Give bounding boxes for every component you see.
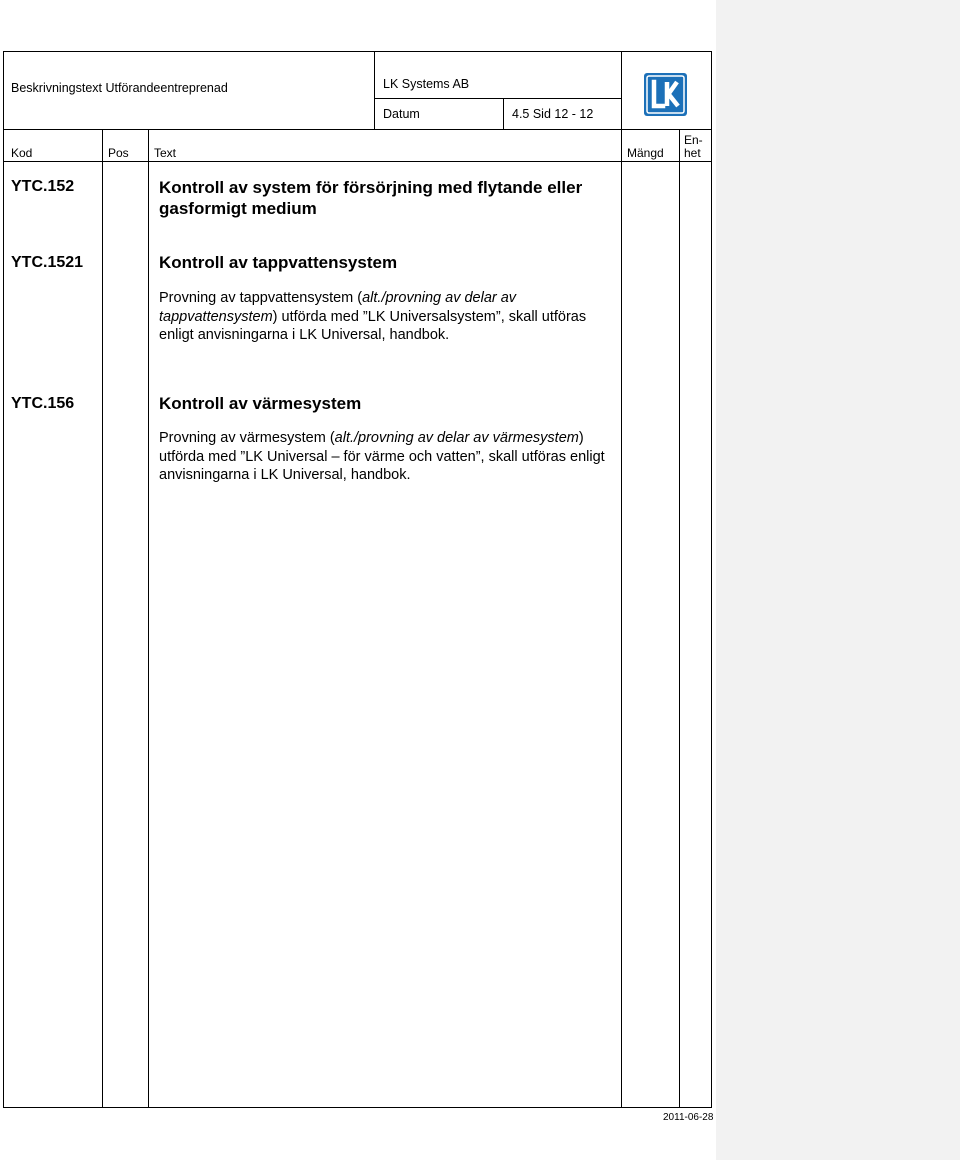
section-code: YTC.156 <box>11 395 75 412</box>
col-line-mangd <box>621 129 622 1108</box>
body-text: Provning av tappvattensystem ( <box>159 290 363 306</box>
header-divider-top <box>375 98 621 99</box>
section-title-cont: gasformigt medium <box>159 199 317 218</box>
section-body <box>159 289 614 345</box>
col-line-pos <box>102 129 103 1108</box>
col-line-text <box>148 129 149 1108</box>
section-title: Kontroll av system för försörjning med flytande eller <box>159 178 583 197</box>
col-header-mangd: Mängd <box>627 146 664 160</box>
col-header-kod: Kod <box>11 146 33 160</box>
body-text-italic: alt./provning av delar av värmesystem <box>334 430 579 446</box>
section-title: Kontroll av tappvattensystem <box>159 253 398 272</box>
company-name: LK Systems AB <box>383 77 470 91</box>
col-header-enhet-1: En- <box>684 133 703 147</box>
section-title: Kontroll av värmesystem <box>159 394 362 413</box>
section-code: YTC.152 <box>11 178 75 195</box>
document-frame <box>3 51 712 1108</box>
column-header-divider <box>3 161 712 162</box>
header-vline-logo <box>621 51 622 129</box>
body-text: ) utförda med ”LK Universalsystem”, skall utföras enligt anvisningarna i LK Universal, handbok. <box>159 308 587 343</box>
header-vline-company <box>374 51 375 129</box>
lk-logo-icon <box>644 73 687 116</box>
footer-date: 2011-06-28 <box>663 1112 714 1123</box>
page-info: 4.5 Sid 12 - 12 <box>512 107 594 121</box>
header-divider-bottom <box>3 129 712 130</box>
body-text-italic: alt./provning av delar av tappvattensystem <box>159 290 517 325</box>
margin-strip <box>716 0 960 1160</box>
datum-label: Datum <box>383 107 420 121</box>
body-text: ) utförda med ”LK Universal – för värme och vatten”, skall utföras enligt anvisningarna i LK Universal, handbok. <box>159 430 605 483</box>
section-body <box>159 429 614 485</box>
col-line-enhet <box>679 129 680 1108</box>
col-header-enhet-2: het <box>684 146 701 160</box>
col-header-text: Text <box>154 146 177 160</box>
body-text: Provning av värmesystem ( <box>159 430 335 446</box>
section-code: YTC.1521 <box>11 254 84 271</box>
document-title: Beskrivningstext Utförandeentreprenad <box>11 81 228 95</box>
lk-logo <box>644 73 687 116</box>
col-header-pos: Pos <box>108 146 129 160</box>
header-vline-datum <box>503 98 504 129</box>
